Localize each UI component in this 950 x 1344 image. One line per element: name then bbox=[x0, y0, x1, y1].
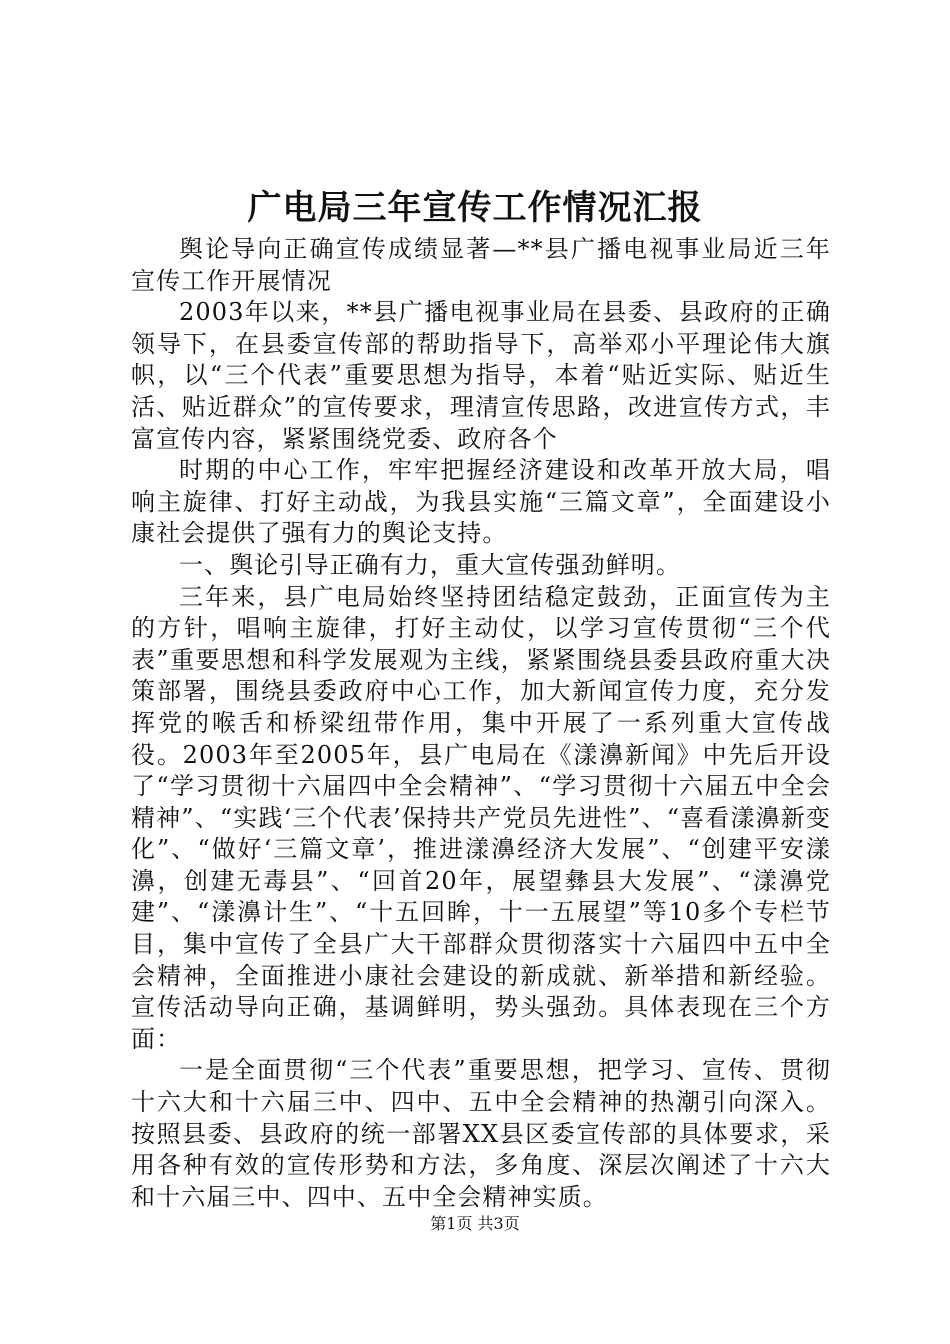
point-1-paragraph: 一是全面贯彻“三个代表”重要思想，把学习、宣传、贯彻十六大和十六届三中、四中、五中全会精神的热潮引向深入。按照县委、县政府的统一部署XX县区委宣传部的具体要求，采用各种有效的宣传形势和方法，多角度、深层次阐述了十六大和十六届三中、四中、五中全会精神实质。 bbox=[131, 1056, 831, 1211]
subtitle-paragraph: 舆论导向正确宣传成绩显著—**县广播电视事业局近三年宣传工作开展情况 bbox=[131, 235, 831, 295]
continuation-paragraph: 时期的中心工作，牢牢把握经济建设和改革开放大局，唱响主旋律、打好主动战，为我县实施“三篇文章”，全面建设小康社会提供了强有力的舆论支持。 bbox=[131, 456, 831, 548]
document-body bbox=[131, 234, 831, 1213]
document-title: 广电局三年宣传工作情况汇报 bbox=[247, 188, 703, 228]
section-heading-1: 一、舆论引导正确有力，重大宣传强劲鲜明。 bbox=[179, 550, 681, 579]
section-1-paragraph: 三年来，县广电局始终坚持团结稳定鼓劲，正面宣传为主的方针，唱响主旋律，打好主动仗，以学习宣传贯彻“三个代表”重要思想和科学发展观为主线，紧紧围绕县委县政府重大决策部署，围绕县委政府中心工作，加大新闻宣传力度，充分发挥党的喉舌和桥梁纽带作用，集中开展了一系列重大宣传战役。2003年至2005年，县广电局在《漾濞新闻》中先后开设了“学习贯彻十六届四中全会精神”、“学习贯彻十六届五中全会精神”、“实践‘三个代表’保持共产党员先进性”、“喜看漾濞新变化”、“做好‘三篇文章’，推进漾濞经济大发展”、“创建平安漾濞，创建无毒县”、“回首20年，展望彝县大发展”、“漾濞党建”、“漾濞计生”、“十五回眸，十一五展望”等10多个专栏节目，集中宣传了全县广大干部群众贯彻落实十六届四中五中全会精神，全面推进小康社会建设的新成就、新举措和新经验。宣传活动导向正确，基调鲜明，势头强劲。具体表现在三个方面： bbox=[131, 582, 831, 1053]
page-number-footer: 第1页 共3页 bbox=[430, 1214, 520, 1233]
intro-paragraph: 2003年以来，**县广播电视事业局在县委、县政府的正确领导下，在县委宣传部的帮助指导下，高举邓小平理论伟大旗帜，以“三个代表”重要思想为指导，本着“贴近实际、贴近生活、贴近群众”的宣传要求，理清宣传思路，改进宣传方式，丰富宣传内容，紧紧围绕党委、政府各个 bbox=[131, 298, 831, 453]
